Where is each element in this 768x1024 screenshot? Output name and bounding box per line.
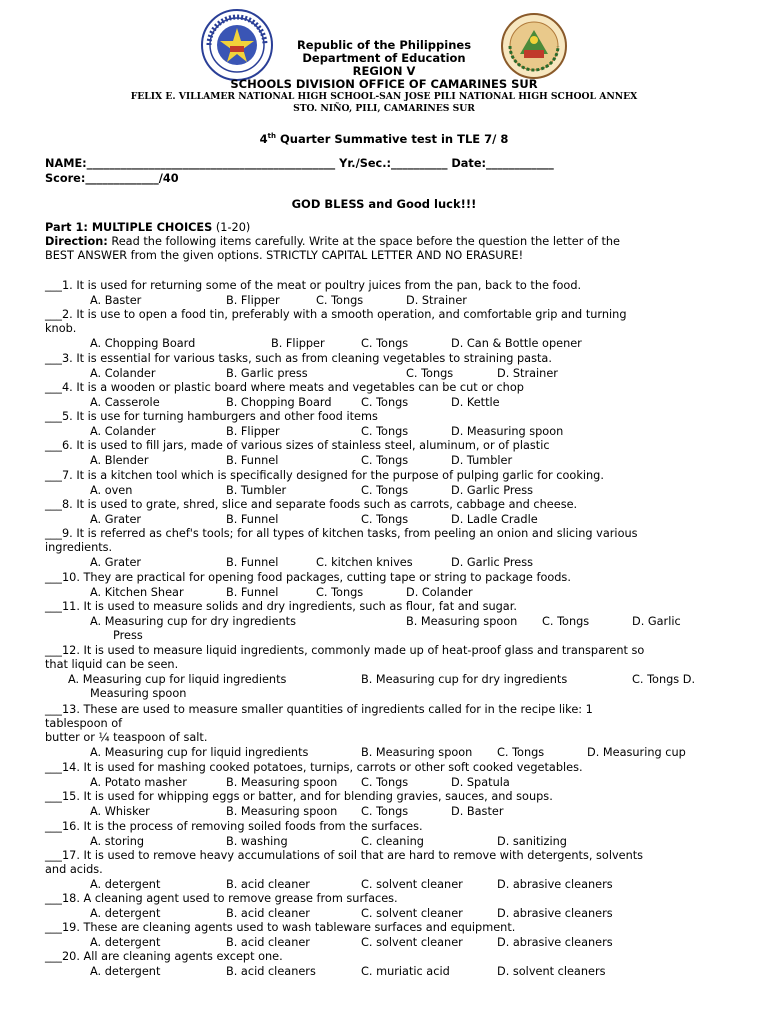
option-a: A. detergent: [90, 877, 161, 891]
option-a: A. detergent: [90, 964, 161, 978]
name-line[interactable]: NAME:____________________________________________ Yr./Sec.:__________ Date:____________: [45, 157, 554, 170]
option-c: C. solvent cleaner: [361, 906, 463, 920]
option-b: B. acid cleaner: [226, 935, 310, 949]
option-b: B. Chopping Board: [226, 395, 332, 409]
option-a: A. oven: [90, 483, 133, 497]
option-d: D. Colander: [406, 585, 473, 599]
option-c: C. Tongs: [361, 336, 409, 350]
option-a: A. Measuring cup for dry ingredients: [90, 614, 296, 628]
question-text[interactable]: ___14. It is used for mashing cooked potatoes, turnips, carrots or other soft cooked vegetables.: [45, 761, 583, 774]
question-text[interactable]: ___16. It is the process of removing soiled foods from the surfaces.: [45, 820, 423, 833]
option-b: B. Funnel: [226, 585, 279, 599]
option-c: C. Tongs: [361, 804, 409, 818]
option-d: D. Can & Bottle opener: [451, 336, 582, 350]
question-text-continued: tablespoon of: [45, 717, 123, 730]
option-a: A. Grater: [90, 512, 142, 526]
question-text-continued: knob.: [45, 322, 77, 335]
part-heading: Part 1: MULTIPLE CHOICES (1-20): [45, 221, 251, 234]
header-school: FELIX E. VILLAMER NATIONAL HIGH SCHOOL-SAN JOSE PILI NATIONAL HIGH SCHOOL ANNEX: [130, 91, 638, 102]
question-text-continued: ingredients.: [45, 541, 113, 554]
option-b: B. Flipper: [271, 336, 325, 350]
header-region: REGION V: [352, 64, 416, 78]
option-d: D. abrasive cleaners: [497, 877, 613, 891]
option-a: A. Chopping Board: [90, 336, 196, 350]
option-b: B. Tumbler: [226, 483, 287, 497]
option-b: B. Funnel: [226, 555, 279, 569]
question-text[interactable]: ___9. It is referred as chef's tools; for all types of kitchen tasks, from peeling an onion and slicing various: [45, 527, 638, 540]
option-b: B. Garlic press: [226, 366, 308, 380]
question-text-continued: that liquid can be seen.: [45, 658, 179, 671]
option-d: D. Measuring spoon: [451, 424, 564, 438]
question-text[interactable]: ___3. It is essential for various tasks, such as from cleaning vegetables to straining pasta.: [45, 352, 552, 365]
option-b: B. Funnel: [226, 453, 279, 467]
option-c: C. solvent cleaner: [361, 935, 463, 949]
option-b: B. Measuring spoon: [361, 745, 473, 759]
option-d: D. Spatula: [451, 775, 510, 789]
option-b: B. acid cleaner: [226, 906, 310, 920]
option-a: A. detergent: [90, 935, 161, 949]
option-d: D. Garlic Press: [451, 483, 534, 497]
option-c: C. Tongs: [497, 745, 545, 759]
question-text[interactable]: ___11. It is used to measure solids and dry ingredients, such as flour, fat and sugar.: [45, 600, 517, 613]
option-continued: Press: [113, 629, 143, 643]
blessing: GOD BLESS and Good luck!!!: [291, 197, 477, 211]
option-d: D. Ladle Cradle: [451, 512, 538, 526]
option-a: A. Colander: [90, 424, 156, 438]
option-a: A. Measuring cup for liquid ingredients: [68, 672, 287, 686]
option-b: B. washing: [226, 834, 288, 848]
question-text[interactable]: ___4. It is a wooden or plastic board where meats and vegetables can be cut or chop: [45, 381, 524, 394]
header-address: STO. NIÑO, PILI, CAMARINES SUR: [293, 103, 475, 114]
question-text[interactable]: ___19. These are cleaning agents used to wash tableware surfaces and equipment.: [45, 921, 516, 934]
option-d: D. Garlic: [632, 614, 681, 628]
option-d: D. sanitizing: [497, 834, 567, 848]
header-division: SCHOOLS DIVISION OFFICE OF CAMARINES SUR: [230, 77, 538, 91]
question-text[interactable]: ___18. A cleaning agent used to remove grease from surfaces.: [45, 892, 398, 905]
option-d: D. Measuring cup: [587, 745, 686, 759]
header-deped: Department of Education: [302, 51, 466, 65]
option-c: C. Tongs: [406, 366, 454, 380]
option-b: B. Flipper: [226, 424, 280, 438]
option-b: B. acid cleaner: [226, 877, 310, 891]
question-text[interactable]: ___15. It is used for whipping eggs or batter, and for blending gravies, sauces, and soups.: [45, 790, 553, 803]
question-text[interactable]: ___5. It is use for turning hamburgers and other food items: [45, 410, 378, 423]
test-title: 4th Quarter Summative test in TLE 7/ 8: [259, 132, 509, 146]
option-d: D. abrasive cleaners: [497, 935, 613, 949]
option-d: D. Baster: [451, 804, 504, 818]
option-b: B. Measuring spoon: [406, 614, 518, 628]
option-c: C. Tongs: [361, 775, 409, 789]
option-c: C. Tongs: [361, 453, 409, 467]
option-d: D. Tumbler: [451, 453, 513, 467]
option-d: D. abrasive cleaners: [497, 906, 613, 920]
option-c: C. Tongs D.: [632, 672, 696, 686]
option-c: C. cleaning: [361, 834, 424, 848]
option-c: C. Tongs: [361, 424, 409, 438]
option-a: A. Kitchen Shear: [90, 585, 184, 599]
option-a: A. Measuring cup for liquid ingredients: [90, 745, 309, 759]
option-a: A. Colander: [90, 366, 156, 380]
question-text[interactable]: ___2. It is use to open a food tin, preferably with a smooth operation, and comfortable grip and turning: [45, 308, 627, 321]
option-d: D. Garlic Press: [451, 555, 534, 569]
score-line[interactable]: Score:_____________/40: [45, 172, 179, 185]
option-a: A. Whisker: [90, 804, 150, 818]
option-d: D. Strainer: [497, 366, 558, 380]
option-b: B. Measuring cup for dry ingredients: [361, 672, 568, 686]
question-text-continued: butter or ¼ teaspoon of salt.: [45, 731, 208, 744]
option-c: C. Tongs: [316, 293, 364, 307]
question-text-continued: and acids.: [45, 863, 103, 876]
option-a: A. detergent: [90, 906, 161, 920]
direction-line-2: BEST ANSWER from the given options. STRICTLY CAPITAL LETTER AND NO ERASURE!: [45, 249, 524, 262]
header-republic: Republic of the Philippines: [296, 38, 472, 52]
question-text[interactable]: ___10. They are practical for opening food packages, cutting tape or string to package foods.: [45, 571, 571, 584]
question-text[interactable]: ___20. All are cleaning agents except one.: [45, 950, 283, 963]
option-continued: Measuring spoon: [90, 687, 187, 701]
option-d: D. solvent cleaners: [497, 964, 606, 978]
question-text[interactable]: ___12. It is used to measure liquid ingredients, commonly made up of heat-proof glass and transparent so: [45, 644, 645, 657]
question-text[interactable]: ___13. These are used to measure smaller quantities of ingredients called for in the recipe like: 1: [45, 703, 593, 716]
question-text[interactable]: ___1. It is used for returning some of the meat or poultry juices from the pan, back to the food.: [45, 279, 582, 292]
question-text[interactable]: ___6. It is used to fill jars, made of various sizes of stainless steel, aluminum, or of plastic: [45, 439, 550, 452]
direction-line-1: Direction: Read the following items carefully. Write at the space before the question the letter of the: [45, 235, 620, 248]
option-d: D. Kettle: [451, 395, 500, 409]
option-a: A. Grater: [90, 555, 142, 569]
option-a: A. storing: [90, 834, 145, 848]
option-a: A. Blender: [90, 453, 149, 467]
option-b: B. Funnel: [226, 512, 279, 526]
option-c: C. Tongs: [361, 483, 409, 497]
option-c: C. Tongs: [361, 395, 409, 409]
option-c: C. kitchen knives: [316, 555, 413, 569]
option-b: B. Measuring spoon: [226, 775, 338, 789]
option-d: D. Strainer: [406, 293, 467, 307]
option-c: C. Tongs: [361, 512, 409, 526]
option-c: C. Tongs: [542, 614, 590, 628]
option-a: A. Baster: [90, 293, 142, 307]
option-c: C. solvent cleaner: [361, 877, 463, 891]
option-c: C. Tongs: [316, 585, 364, 599]
option-b: B. Measuring spoon: [226, 804, 338, 818]
question-text[interactable]: ___17. It is used to remove heavy accumulations of soil that are hard to remove with detergents, solvents: [45, 849, 644, 862]
option-c: C. muriatic acid: [361, 964, 450, 978]
option-b: B. acid cleaners: [226, 964, 316, 978]
option-a: A. Potato masher: [90, 775, 187, 789]
option-a: A. Casserole: [90, 395, 160, 409]
question-text[interactable]: ___8. It is used to grate, shred, slice and separate foods such as carrots, cabbage and cheese.: [45, 498, 578, 511]
question-text[interactable]: ___7. It is a kitchen tool which is specifically designed for the purpose of pulping garlic for cooking.: [45, 469, 604, 482]
option-b: B. Flipper: [226, 293, 280, 307]
